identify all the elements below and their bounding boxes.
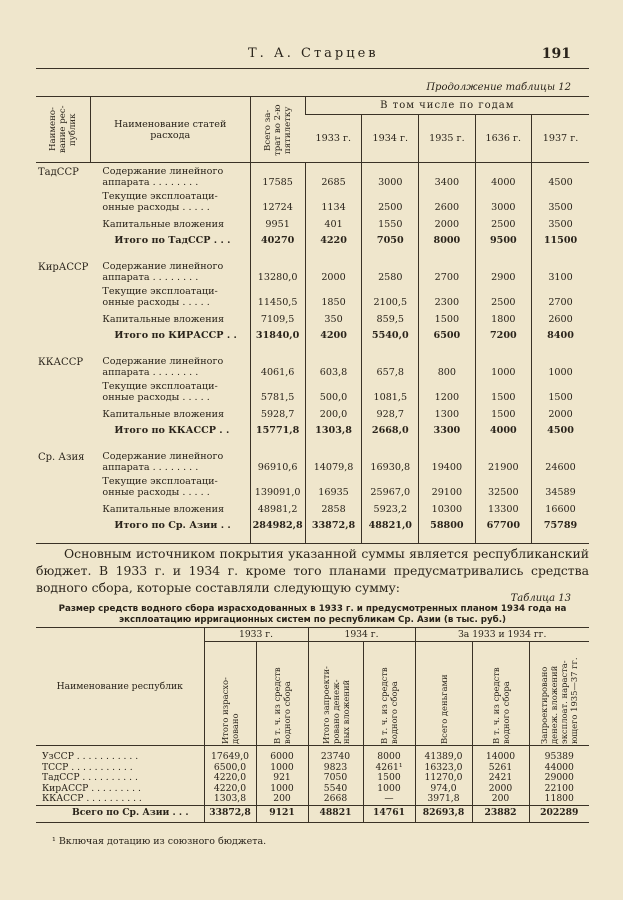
t12-cell: 4500 bbox=[532, 163, 589, 188]
t13-subheader-text: В т. ч. из средств водного сбора bbox=[490, 666, 511, 744]
t12-cell-total: 12724 bbox=[250, 188, 305, 213]
t12-cell-total: 96910,6 bbox=[250, 448, 305, 473]
t12-cell: 2700 bbox=[532, 283, 589, 308]
t13-cell: — bbox=[363, 794, 415, 805]
t12-cell-total: 7109,5 bbox=[250, 308, 305, 325]
t12-total-cell: 11500 bbox=[532, 230, 589, 252]
t12-cell: 401 bbox=[305, 213, 362, 230]
t12-item: Содержание линейного аппарата . . . . . . . . bbox=[102, 260, 224, 283]
t13-cell: 6500,0 bbox=[204, 763, 256, 774]
t12-cell: 657,8 bbox=[362, 353, 419, 378]
t13-subheader-text: Всего деньгами bbox=[438, 673, 449, 744]
t13-total-cell: 9121 bbox=[256, 805, 308, 822]
t12-cell: 2500 bbox=[362, 188, 419, 213]
t12-total-cell: 48821,0 bbox=[362, 515, 419, 537]
t12-row bbox=[36, 473, 589, 498]
t13-subheader-4 bbox=[415, 642, 472, 746]
running-header bbox=[0, 46, 623, 66]
t13-row bbox=[36, 794, 589, 805]
t12-item: Капитальные вложения bbox=[102, 503, 225, 515]
t12-row bbox=[36, 213, 589, 230]
t12-cell: 3100 bbox=[532, 258, 589, 283]
t12-cell: 2600 bbox=[419, 188, 475, 213]
t13-cell: 8000 bbox=[363, 746, 415, 763]
t12-row bbox=[36, 403, 589, 420]
t12-spacer-cell bbox=[305, 537, 362, 544]
t12-cell: 928,7 bbox=[362, 403, 419, 420]
t12-total-cell: 8000 bbox=[419, 230, 475, 252]
t13-cell: 14000 bbox=[472, 746, 529, 763]
t12-cell: 1550 bbox=[362, 213, 419, 230]
t13-cell: 16323,0 bbox=[415, 763, 472, 774]
t13-cell: 5540 bbox=[308, 784, 363, 795]
t12-cell: 4000 bbox=[475, 163, 531, 188]
t12-cell: 1000 bbox=[532, 353, 589, 378]
t13-cell: 6000 bbox=[256, 746, 308, 763]
t12-item: Текущие эксплоатаци- онные расходы . . . . . bbox=[102, 475, 218, 498]
t12-total-cell: 33872,8 bbox=[305, 515, 362, 537]
t12-total-cell: 7200 bbox=[475, 325, 531, 347]
t13-total-cell: 14761 bbox=[363, 805, 415, 822]
t12-cell: 859,5 bbox=[362, 308, 419, 325]
t12-total-cell: 3300 bbox=[419, 420, 475, 442]
t12-cell: 2000 bbox=[419, 213, 475, 230]
t12-cell-total: 4061,6 bbox=[250, 353, 305, 378]
t12-total-cell: 4220 bbox=[305, 230, 362, 252]
t13-subheader-text: Запроектировано денеж. вложений эксплоат. нараста- ющего 1935—37 гг. bbox=[539, 656, 580, 744]
t12-row bbox=[36, 378, 589, 403]
t13-republic-name: УзССР . . . . . . . . . . . bbox=[42, 751, 139, 762]
t13-cell: 23740 bbox=[308, 746, 363, 763]
t13-total-cell: 23882 bbox=[472, 805, 529, 822]
t13-total-cell: 82693,8 bbox=[415, 805, 472, 822]
t13-cell: 200 bbox=[256, 794, 308, 805]
t13-subheader-3 bbox=[363, 642, 415, 746]
t13-subheader-6 bbox=[529, 642, 589, 746]
t12-cell: 2100,5 bbox=[362, 283, 419, 308]
t13-header-1934: 1934 г. bbox=[308, 628, 415, 642]
t13-cell: 3971,8 bbox=[415, 794, 472, 805]
t12-total-cell: 58800 bbox=[419, 515, 475, 537]
t13-cell: 41389,0 bbox=[415, 746, 472, 763]
t13-cell: 11800 bbox=[529, 794, 589, 805]
t12-total-cell: 9500 bbox=[475, 230, 531, 252]
t12-item: Содержание линейного аппарата . . . . . . . . bbox=[102, 450, 224, 473]
t13-subheader-text: В т. ч. из средств водного сбора bbox=[379, 666, 399, 744]
t12-cell: 1300 bbox=[419, 403, 475, 420]
t12-spacer-cell bbox=[250, 537, 305, 544]
t12-cell: 24600 bbox=[532, 448, 589, 473]
t12-row bbox=[36, 258, 589, 283]
t12-cell: 25967,0 bbox=[362, 473, 419, 498]
t12-row bbox=[36, 163, 589, 188]
t12-row bbox=[36, 353, 589, 378]
t12-cell: 2000 bbox=[305, 258, 362, 283]
t12-spacer-cell bbox=[362, 537, 419, 544]
t13-header-both: За 1933 и 1934 гг. bbox=[415, 628, 589, 642]
t12-row bbox=[36, 308, 589, 325]
t12-total-cell: 1303,8 bbox=[305, 420, 362, 442]
t12-republic: ККАССР bbox=[38, 356, 84, 368]
t12-item: Текущие эксплоатаци- онные расходы . . . . . bbox=[102, 285, 218, 308]
t12-header-total: Всего за- трат во 2-ю пятилетку bbox=[250, 97, 305, 163]
t12-cell: 32500 bbox=[475, 473, 531, 498]
t12-cell: 3500 bbox=[532, 188, 589, 213]
t12-item: Текущие эксплоатаци- онные расходы . . . . . bbox=[102, 190, 218, 213]
t13-cell: 7050 bbox=[308, 773, 363, 784]
t12-total-cell: 4200 bbox=[305, 325, 362, 347]
t12-total-cell: 5540,0 bbox=[362, 325, 419, 347]
t13-cell: 4261¹ bbox=[363, 763, 415, 774]
t12-total-cell: 67700 bbox=[475, 515, 531, 537]
table12-continuation-label: Продолжение таблицы 12 bbox=[426, 82, 571, 93]
t12-cell-total: 9951 bbox=[250, 213, 305, 230]
t13-subheader-text: В т. ч. из средств водного сбора bbox=[272, 666, 292, 744]
t13-row bbox=[36, 746, 589, 763]
t12-total-row bbox=[36, 515, 589, 537]
t12-cell: 29100 bbox=[419, 473, 475, 498]
t12-cell: 19400 bbox=[419, 448, 475, 473]
t13-row bbox=[36, 773, 589, 784]
t13-republic-name: ТССР . . . . . . . . . . . bbox=[42, 761, 133, 773]
t12-row bbox=[36, 283, 589, 308]
t13-subheader-text: Итого израсхо- довано bbox=[220, 676, 240, 744]
t13-subheader-0 bbox=[204, 642, 256, 746]
t12-total-label: Итого по КИРАССР . . bbox=[114, 330, 237, 341]
t12-cell: 2500 bbox=[475, 213, 531, 230]
t12-year-1: 1934 г. bbox=[362, 115, 419, 163]
t12-cell-total: 48981,2 bbox=[250, 498, 305, 515]
t13-total-label: Всего по Ср. Азии . . . bbox=[36, 805, 204, 822]
t12-cell: 1500 bbox=[532, 378, 589, 403]
t12-total-label: Итого по ТадССР . . . bbox=[114, 235, 231, 246]
t13-header-1933: 1933 г. bbox=[204, 628, 308, 642]
t12-cell-total: 17585 bbox=[250, 163, 305, 188]
page-number: 191 bbox=[541, 46, 571, 62]
t12-cell: 21900 bbox=[475, 448, 531, 473]
t12-cell: 16930,8 bbox=[362, 448, 419, 473]
t12-total-cell: 7050 bbox=[362, 230, 419, 252]
t12-item: Капитальные вложения bbox=[102, 218, 225, 230]
t12-cell: 5923,2 bbox=[362, 498, 419, 515]
t12-spacer bbox=[36, 537, 589, 544]
t13-cell: 9823 bbox=[308, 763, 363, 774]
table13-caption: Размер средств водного сбора израсходованных в 1933 г. и предусмотренных планом 1934 года на эксплоатацию ирригационных систем по республикам Ср. Азии (в тыс. руб.) bbox=[58, 604, 567, 625]
t13-cell: 11270,0 bbox=[415, 773, 472, 784]
t12-cell: 34589 bbox=[532, 473, 589, 498]
t13-republic-name: КирАССР . . . . . . . . . bbox=[42, 782, 141, 794]
t12-total-cell: 15771,8 bbox=[250, 420, 305, 442]
t13-total-cell: 48821 bbox=[308, 805, 363, 822]
t12-cell: 800 bbox=[419, 353, 475, 378]
t13-cell: 1500 bbox=[363, 773, 415, 784]
running-header-author: Т. А. Старцев bbox=[248, 46, 379, 61]
t12-total-cell: 4500 bbox=[532, 420, 589, 442]
t12-cell: 2858 bbox=[305, 498, 362, 515]
t12-cell: 2685 bbox=[305, 163, 362, 188]
t13-cell: 44000 bbox=[529, 763, 589, 774]
t13-cell: 200 bbox=[472, 794, 529, 805]
t12-cell: 1500 bbox=[419, 308, 475, 325]
t12-cell-total: 13280,0 bbox=[250, 258, 305, 283]
table13-label: Таблица 13 bbox=[510, 593, 571, 604]
t13-subheader-5 bbox=[472, 642, 529, 746]
t12-cell: 2300 bbox=[419, 283, 475, 308]
t13-total-row bbox=[36, 805, 589, 822]
t12-cell: 2900 bbox=[475, 258, 531, 283]
t12-row bbox=[36, 498, 589, 515]
t12-cell: 3400 bbox=[419, 163, 475, 188]
t12-republic: КирАССР bbox=[38, 261, 89, 273]
t12-spacer-cell bbox=[532, 537, 589, 544]
t12-cell: 1000 bbox=[475, 353, 531, 378]
t12-header-years-group: В том числе по годам bbox=[305, 97, 589, 115]
t12-cell: 500,0 bbox=[305, 378, 362, 403]
t12-total-cell: 40270 bbox=[250, 230, 305, 252]
t12-spacer-cell bbox=[90, 537, 250, 544]
t13-subheader-1 bbox=[256, 642, 308, 746]
footnote: ¹ Включая дотацию из союзного бюджета. bbox=[52, 836, 267, 847]
t12-cell: 350 bbox=[305, 308, 362, 325]
t12-cell-total: 5781,5 bbox=[250, 378, 305, 403]
t12-total-cell: 8400 bbox=[532, 325, 589, 347]
t12-cell: 200,0 bbox=[305, 403, 362, 420]
t12-cell: 16600 bbox=[532, 498, 589, 515]
t12-republic: Ср. Азия bbox=[38, 451, 85, 463]
t12-total-row bbox=[36, 420, 589, 442]
t12-republic: ТадССР bbox=[38, 167, 79, 178]
t12-cell: 2500 bbox=[475, 283, 531, 308]
t12-cell: 1081,5 bbox=[362, 378, 419, 403]
t12-year-0: 1933 г. bbox=[305, 115, 362, 163]
t13-cell: 1000 bbox=[256, 763, 308, 774]
t12-cell-total: 139091,0 bbox=[250, 473, 305, 498]
t12-total-cell: 31840,0 bbox=[250, 325, 305, 347]
t12-cell: 14079,8 bbox=[305, 448, 362, 473]
t13-cell: 921 bbox=[256, 773, 308, 784]
t12-spacer-cell bbox=[475, 537, 531, 544]
t12-header-items: Наименование статей расхода bbox=[90, 97, 250, 163]
t13-total-cell: 33872,8 bbox=[204, 805, 256, 822]
t12-item: Содержание линейного аппарата . . . . . . . . bbox=[102, 165, 224, 188]
t12-cell-total: 5928,7 bbox=[250, 403, 305, 420]
t13-cell: 1000 bbox=[363, 784, 415, 795]
t13-cell: 5261 bbox=[472, 763, 529, 774]
t12-year-4: 1937 г. bbox=[532, 115, 589, 163]
t12-row bbox=[36, 188, 589, 213]
t13-republic-name: ТадССР . . . . . . . . . . bbox=[42, 772, 138, 783]
t13-cell: 1303,8 bbox=[204, 794, 256, 805]
t12-cell: 1500 bbox=[475, 378, 531, 403]
t12-cell: 13300 bbox=[475, 498, 531, 515]
t12-total-cell: 2668,0 bbox=[362, 420, 419, 442]
t13-cell: 974,0 bbox=[415, 784, 472, 795]
t13-subheader-text: Итого запроекти- ровано денеж- ных вложений bbox=[320, 665, 351, 744]
t12-cell: 1134 bbox=[305, 188, 362, 213]
t12-cell: 603,8 bbox=[305, 353, 362, 378]
t12-total-cell: 75789 bbox=[532, 515, 589, 537]
t12-cell: 1200 bbox=[419, 378, 475, 403]
t12-total-row bbox=[36, 230, 589, 252]
t12-cell: 3000 bbox=[475, 188, 531, 213]
header-rule bbox=[36, 68, 589, 69]
t12-item: Текущие эксплоатаци- онные расходы . . . . . bbox=[102, 380, 218, 403]
t13-cell: 17649,0 bbox=[204, 746, 256, 763]
t12-total-cell: 284982,8 bbox=[250, 515, 305, 537]
paragraph-text: Основным источником покрытия указанной суммы является республиканский бюджет. В 1933 г. и 1934 г. кроме того планами предусматривались средства водного сбора, которые составляли следующую сумму: bbox=[36, 546, 589, 595]
t13-subheader-2 bbox=[308, 642, 363, 746]
t13-cell: 2000 bbox=[472, 784, 529, 795]
t13-republic-name: ККАССР . . . . . . . . . . bbox=[42, 793, 142, 804]
t13-cell: 1000 bbox=[256, 784, 308, 795]
t12-cell: 1800 bbox=[475, 308, 531, 325]
t12-item: Капитальные вложения bbox=[102, 408, 225, 420]
t12-header-republic: Наимено- вание рес- публик bbox=[36, 97, 90, 163]
t13-cell: 4220,0 bbox=[204, 773, 256, 784]
t12-cell: 3000 bbox=[362, 163, 419, 188]
table-13 bbox=[36, 627, 589, 823]
t12-year-3: 1636 г. bbox=[475, 115, 531, 163]
t12-total-row bbox=[36, 325, 589, 347]
t13-cell: 4220,0 bbox=[204, 784, 256, 795]
t12-cell: 16935 bbox=[305, 473, 362, 498]
body-paragraph bbox=[36, 545, 589, 596]
t12-cell: 2700 bbox=[419, 258, 475, 283]
t13-cell: 2668 bbox=[308, 794, 363, 805]
t13-cell: 95389 bbox=[529, 746, 589, 763]
t12-cell: 1500 bbox=[475, 403, 531, 420]
t13-cell: 29000 bbox=[529, 773, 589, 784]
t12-cell: 2600 bbox=[532, 308, 589, 325]
t12-year-2: 1935 г. bbox=[419, 115, 475, 163]
t12-item: Капитальные вложения bbox=[102, 313, 225, 325]
t12-total-cell: 4000 bbox=[475, 420, 531, 442]
t12-item: Содержание линейного аппарата . . . . . . . . bbox=[102, 355, 224, 378]
t12-spacer-cell bbox=[419, 537, 475, 544]
t12-cell: 10300 bbox=[419, 498, 475, 515]
t12-cell: 3500 bbox=[532, 213, 589, 230]
t12-cell: 2580 bbox=[362, 258, 419, 283]
t13-total-cell: 202289 bbox=[529, 805, 589, 822]
t12-cell-total: 11450,5 bbox=[250, 283, 305, 308]
t12-cell: 1850 bbox=[305, 283, 362, 308]
t12-total-label: Итого по Ср. Азии . . bbox=[114, 520, 231, 531]
t12-total-label: Итого по ККАССР . . bbox=[114, 425, 230, 436]
t13-header-name: Наименование республик bbox=[36, 628, 204, 746]
t12-total-cell: 6500 bbox=[419, 325, 475, 347]
t12-cell: 2000 bbox=[532, 403, 589, 420]
t13-cell: 2421 bbox=[472, 773, 529, 784]
t13-cell: 22100 bbox=[529, 784, 589, 795]
t12-row bbox=[36, 448, 589, 473]
table-12 bbox=[36, 96, 589, 544]
